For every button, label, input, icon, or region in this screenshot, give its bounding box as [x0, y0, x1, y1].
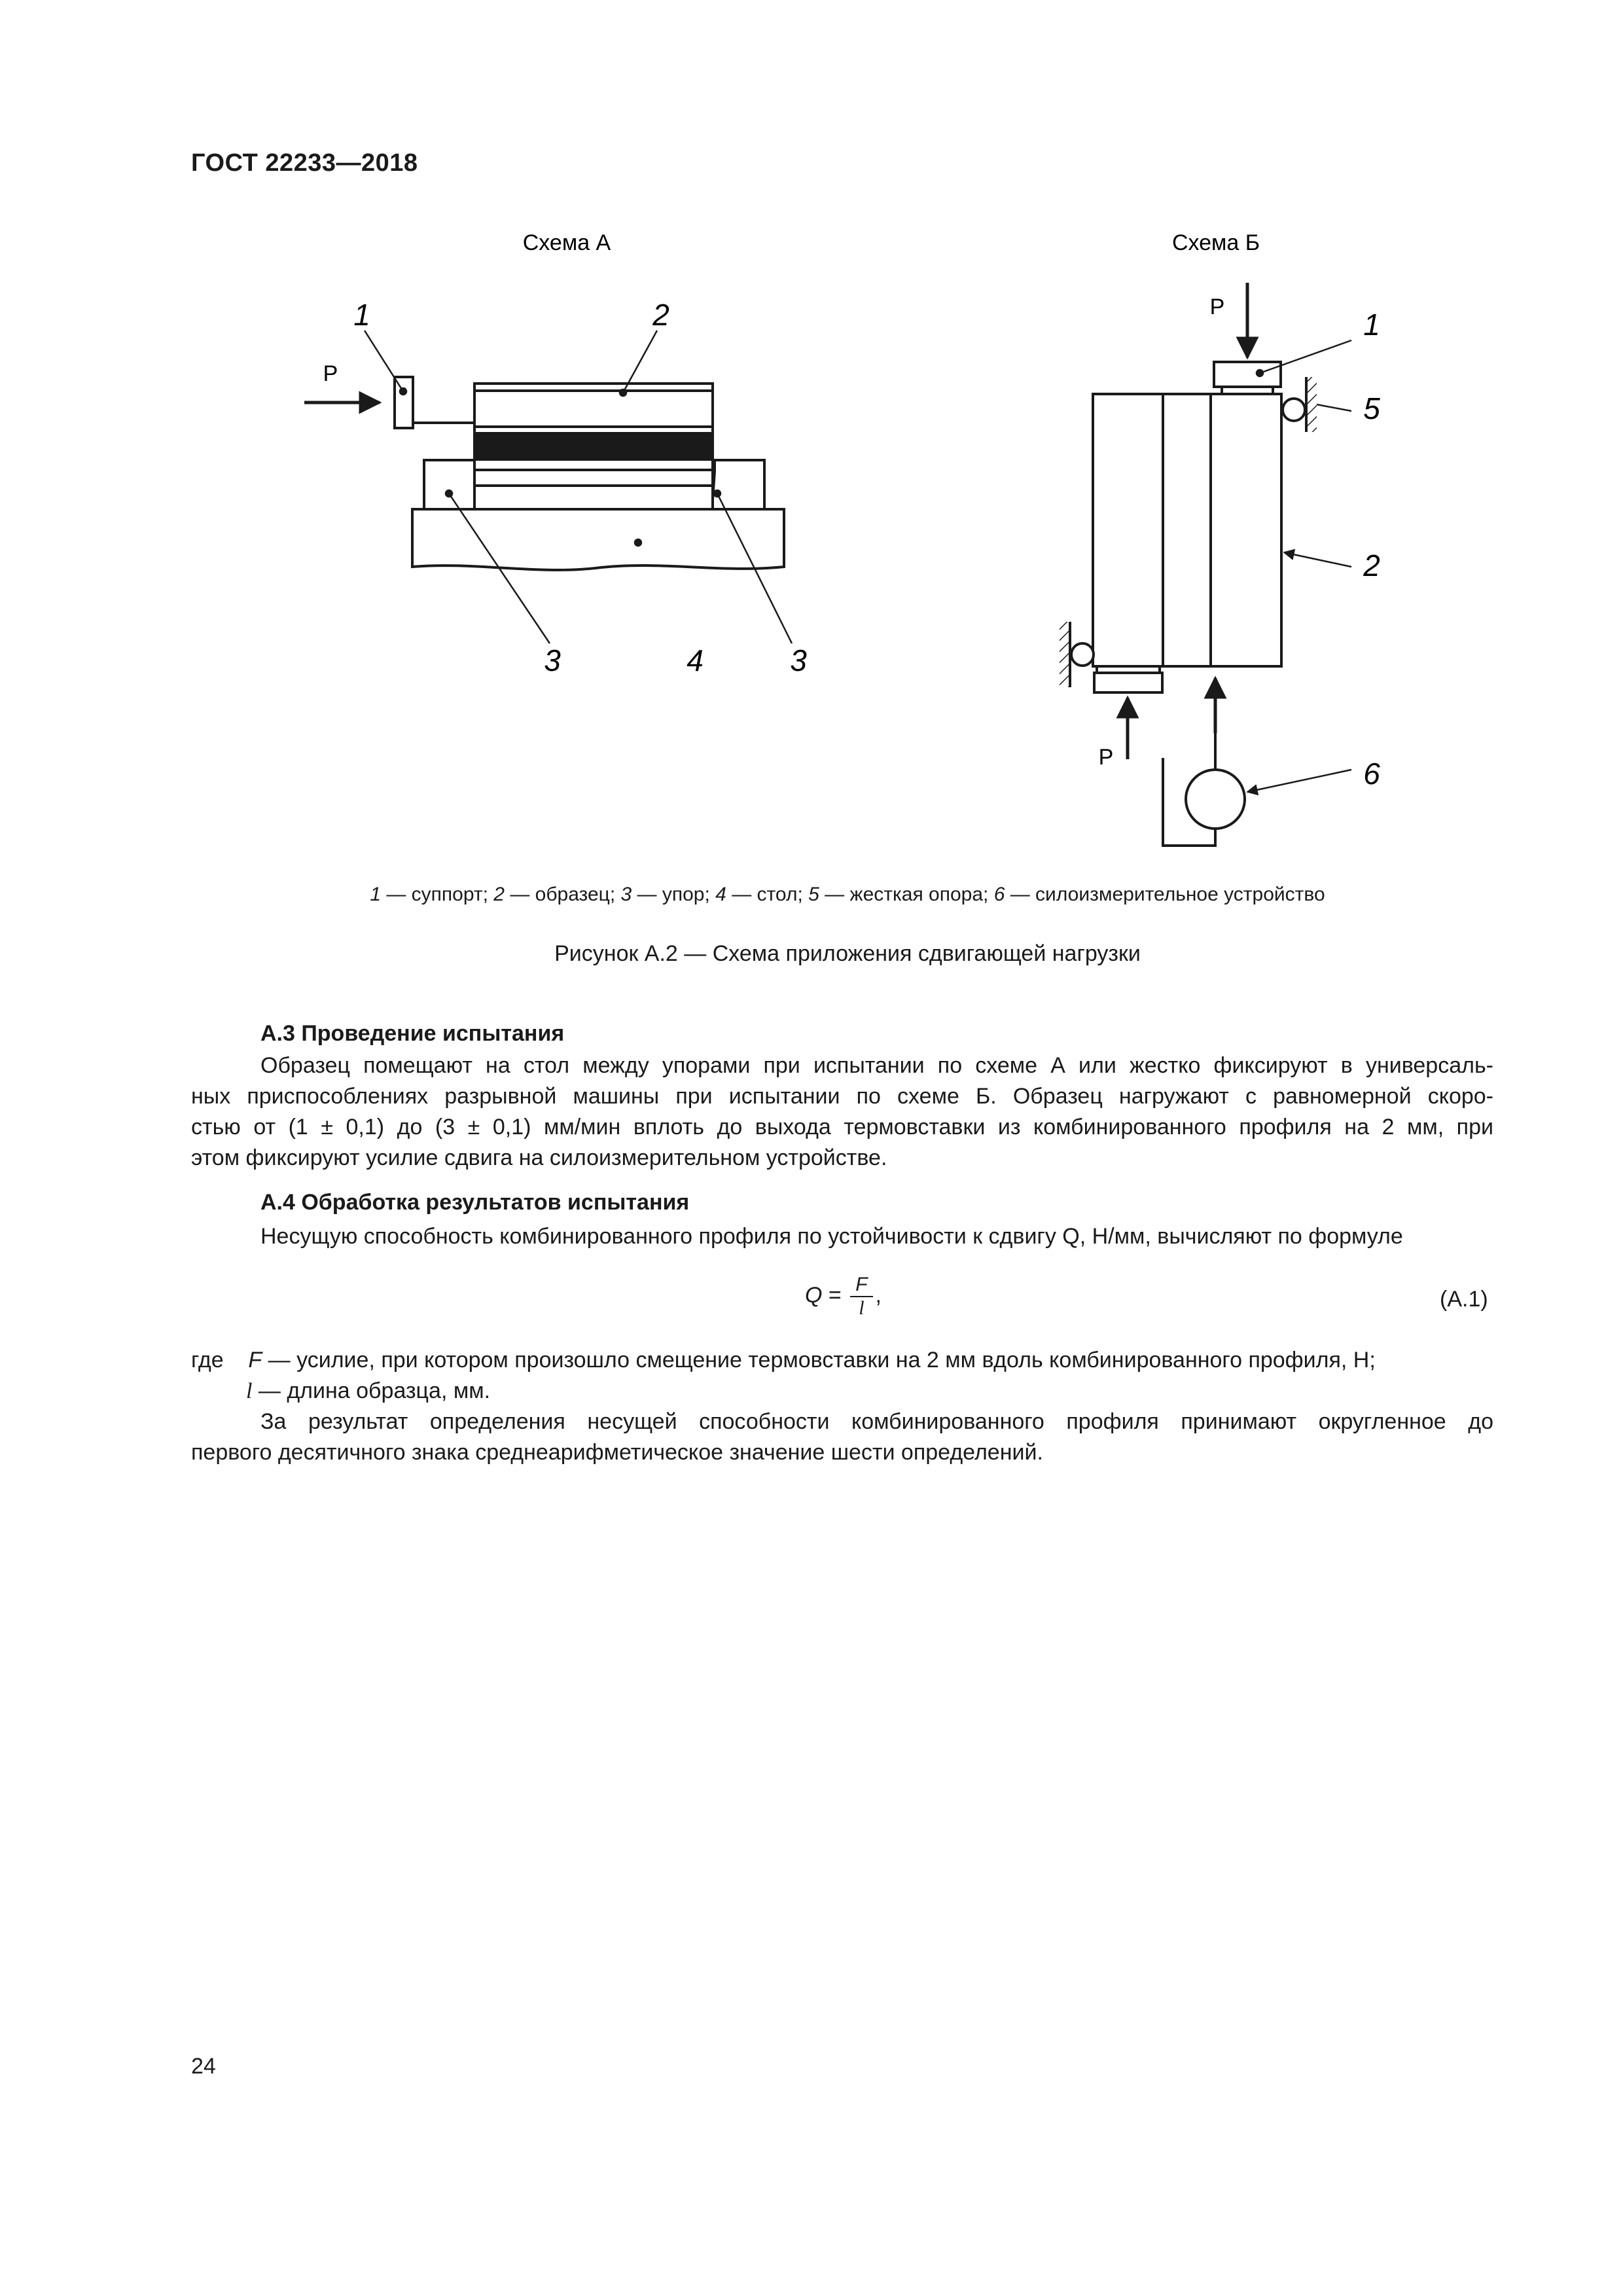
scheme-b-title: Схема Б: [1171, 230, 1260, 255]
force-label-b-top: P: [1209, 295, 1225, 319]
scheme-a-title: Схема А: [522, 230, 611, 255]
document-code: ГОСТ 22233—2018: [191, 149, 418, 177]
where-line-f: где F — усилие, при котором произошло смещение термовставки на 2 мм вдоль комбинированного профиля, Н;: [191, 1348, 1376, 1372]
label-5: 5: [1363, 391, 1380, 425]
formula-fraction: $\frac{F}{l}$: [850, 1274, 872, 1319]
where-line-l: l — длина образца, мм.: [246, 1378, 491, 1403]
formula-explanation: [191, 1345, 1493, 1468]
text-line: За результат определения несущей способности комбинированного профиля принимают округленное до: [260, 1409, 1493, 1434]
figure-legend: 1 — суппорт; 2 — образец; 3 — упор; 4 — стол; 5 — жесткая опора; 6 — силоизмерительное устройство: [370, 884, 1325, 905]
text-line: Образец помещают на стол между упорами при испытании по схеме А или жестко фиксируют в универсаль-: [260, 1053, 1493, 1078]
label-1-a: 1: [353, 298, 370, 332]
scheme-a-drawing: [395, 377, 784, 570]
text-line: ных приспособлениях разрывной машины при испытании по схеме Б. Образец нагружают с равномерной скоро-: [191, 1084, 1493, 1109]
page-number: 24: [191, 2054, 216, 2079]
scheme-b-drawing: [1070, 362, 1306, 846]
result-text: [191, 1407, 1493, 1468]
formula-number: (А.1): [1440, 1287, 1488, 1312]
text-line: стью от (1 ± 0,1) до (3 ± 0,1) мм/мин вплоть до выхода термовставки из комбинированного профиля на 2 мм, при: [191, 1115, 1493, 1139]
label-1-b: 1: [1363, 308, 1380, 342]
label-4: 4: [687, 643, 704, 677]
label-2-b: 2: [1363, 548, 1380, 583]
figure-caption: Рисунок А.2 — Схема приложения сдвигающей нагрузки: [554, 941, 1141, 966]
rigid-support-hatch-bottom: [1060, 622, 1069, 687]
label-3-right: 3: [790, 643, 807, 677]
section-a3-text: [191, 1050, 1493, 1174]
formula: Q = $\frac{F}{l}$ ,: [805, 1274, 882, 1319]
text-line: этом фиксируют усилие сдвига на силоизмерительном устройстве.: [191, 1145, 887, 1170]
section-a3-heading: А.3 Проведение испытания: [260, 1021, 565, 1046]
force-label-b-bottom: P: [1098, 745, 1114, 770]
figure-schemes: [0, 0, 1623, 877]
text-line: Несущую способность комбинированного профиля по устойчивости к сдвигу Q, Н/мм, вычисляют по формуле: [260, 1224, 1403, 1249]
rigid-support-hatch-top: [1308, 377, 1317, 432]
section-a4-intro: [191, 1221, 1493, 1252]
label-3-left: 3: [544, 643, 561, 677]
label-6: 6: [1363, 757, 1380, 791]
force-label-a: P: [323, 361, 338, 386]
section-a4-heading: А.4 Обработка результатов испытания: [260, 1190, 690, 1215]
label-2-a: 2: [652, 298, 669, 332]
text-line: первого десятичного знака среднеарифметическое значение шести определений.: [191, 1440, 1043, 1465]
